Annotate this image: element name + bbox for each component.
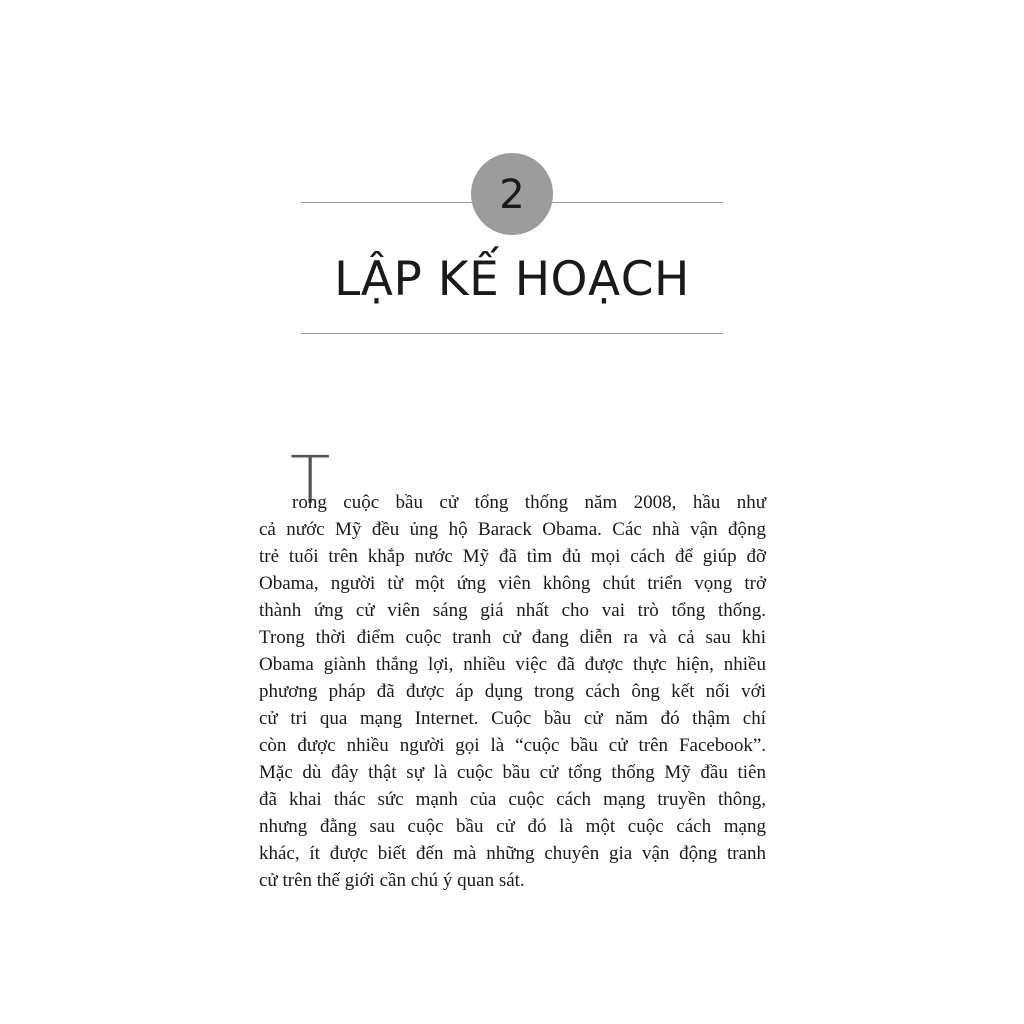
chapter-number-badge (471, 153, 553, 235)
text-line: cả nước Mỹ đều ủng hộ Barack Obama. Các nhà vận động (259, 519, 766, 540)
text-line: Obama giành thắng lợi, nhiều việc đã được thực hiện, nhiều (259, 654, 766, 675)
text-line: Trong thời điểm cuộc tranh cử đang diễn ra và cả sau khi (259, 627, 766, 648)
text-line: rong cuộc bầu cử tổng thống năm 2008, hầu như (292, 492, 766, 513)
text-line: đã khai thác sức mạnh của cuộc cách mạng truyền thông, (259, 789, 766, 810)
text-line: cử trên thế giới cần chú ý quan sát. (259, 870, 525, 891)
text-line: nhưng đằng sau cuộc bầu cử đó là một cuộc cách mạng (259, 816, 766, 837)
text-line: Obama, người từ một ứng viên không chút triển vọng trở (259, 573, 766, 594)
chapter-title: LẬP KẾ HOẠCH (334, 252, 690, 307)
text-line: khác, ít được biết đến mà những chuyên gia vận động tranh (259, 843, 766, 864)
text-line: Mặc dù đây thật sự là cuộc bầu cử tổng thống Mỹ đầu tiên (259, 762, 766, 783)
text-line: trẻ tuổi trên khắp nước Mỹ đã tìm đủ mọi cách để giúp đỡ (259, 546, 766, 567)
chapter-number: 2 (499, 172, 525, 218)
bottom-rule (301, 333, 723, 334)
body-paragraph (259, 489, 766, 894)
text-line: phương pháp đã được áp dụng trong cách ông kết nối với (259, 681, 766, 702)
drop-cap: T (290, 442, 331, 519)
text-line: cử tri qua mạng Internet. Cuộc bầu cử năm đó thậm chí (259, 708, 766, 729)
text-line: thành ứng cử viên sáng giá nhất cho vai trò tổng thống. (259, 600, 766, 621)
text-line: còn được nhiều người gọi là “cuộc bầu cử trên Facebook”. (259, 735, 766, 756)
